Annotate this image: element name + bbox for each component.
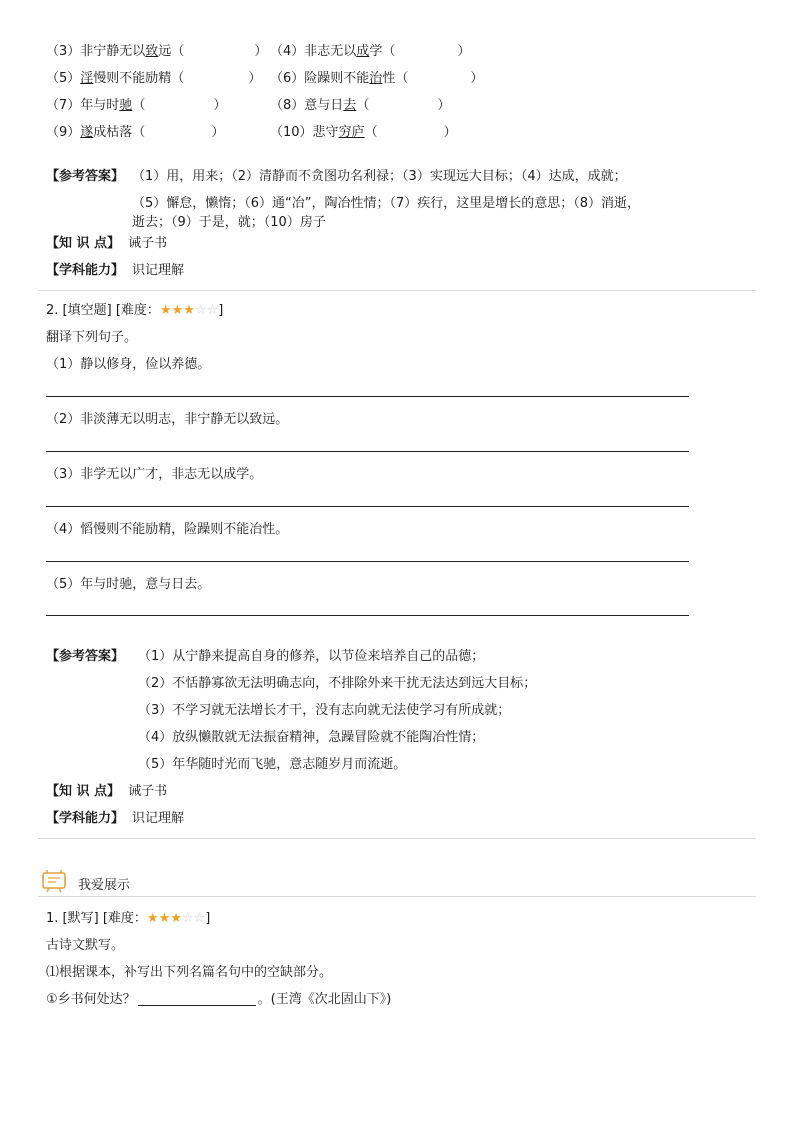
item-text: 学（: [369, 44, 396, 59]
translate-sentence: （3）非学无以广才，非志无以成学。: [46, 467, 263, 482]
item-key: 淫: [80, 71, 94, 86]
item-close: ）: [213, 98, 227, 113]
difficulty-label: [难度：: [102, 911, 147, 926]
question-header: [46, 299, 223, 318]
difficulty-close: ]: [218, 303, 224, 318]
item-close: ）: [211, 125, 225, 140]
item-text: 年与时: [80, 98, 120, 113]
item-text: 成枯落（: [93, 125, 146, 140]
item-text: 悲守: [312, 125, 339, 140]
item-num: （10）: [270, 125, 313, 140]
item-key: 去: [343, 98, 357, 113]
item-num: （3）: [46, 44, 81, 59]
divider: [38, 838, 756, 839]
fill-line: [46, 988, 391, 1007]
question-number: 1.: [46, 911, 59, 926]
answer-line: 逝去；（9）于是，就；（10）房子: [132, 215, 326, 230]
item-close: ）: [470, 71, 484, 86]
ability-value: 识记理解: [132, 263, 185, 278]
question-prompt: 翻译下列句子。: [46, 330, 138, 345]
difficulty-close: ]: [205, 911, 211, 926]
item-text: （: [364, 125, 378, 140]
difficulty-label: [难度：: [115, 303, 160, 318]
vocab-item: [270, 121, 457, 140]
question-type: [默写]: [62, 911, 99, 926]
answer-line-blank[interactable]: [46, 506, 689, 507]
answer-line-blank[interactable]: [46, 396, 689, 397]
item-num: （4）: [270, 44, 305, 59]
answer-line: （5）懈怠，懒惰；（6）通“冶”，陶冶性情；（7）疾行，这里是增长的意思；（8）消逝，: [132, 196, 641, 211]
answer-line: （2）不恬静寡欲无法明确志向，不排除外来干扰无法达到远大目标；: [138, 676, 537, 691]
item-key: 成: [356, 44, 370, 59]
kp-value: 诫子书: [128, 236, 168, 251]
answer-line: （1）从宁静来提高自身的修养，以节俭来培养自己的品德；: [138, 649, 485, 664]
item-close: ）: [457, 44, 471, 59]
answer-line-blank[interactable]: [46, 561, 689, 562]
star-empty-icon: ☆☆: [181, 911, 206, 926]
item-close: ）: [443, 125, 457, 140]
abc-board-icon: [40, 869, 68, 893]
star-filled-icon: ★★★: [146, 911, 182, 926]
item-key: 驰: [119, 98, 133, 113]
vocab-item: [270, 40, 470, 59]
item-num: （6）: [270, 71, 305, 86]
fill-blank-input[interactable]: [138, 991, 256, 1006]
item-key: 穷庐: [338, 125, 365, 140]
answer-label: 【参考答案】: [46, 649, 125, 664]
item-num: （7）: [46, 98, 81, 113]
knowledge-point: [46, 232, 167, 251]
kp-value: 诫子书: [128, 784, 168, 799]
answer-line-blank[interactable]: [46, 451, 689, 452]
kp-label: 【知 识 点】: [46, 236, 121, 251]
vocab-item: [46, 121, 224, 140]
item-close: ）: [248, 71, 262, 86]
star-filled-icon: ★★★: [159, 303, 195, 318]
item-num: （9）: [46, 125, 81, 140]
question-number: 2.: [46, 303, 59, 318]
subject-ability: [46, 259, 184, 278]
difficulty-stars: [147, 911, 205, 926]
vocab-item: [270, 94, 450, 113]
translate-sentence: （1）静以修身，俭以养德。: [46, 357, 211, 372]
vocab-item: [270, 67, 483, 86]
difficulty-stars: [160, 303, 218, 318]
item-key: 治: [369, 71, 383, 86]
section-title: 我爱展示: [78, 878, 131, 893]
kp-label: 【知 识 点】: [46, 784, 121, 799]
fill-suffix: 。(王湾《次北固山下》): [257, 992, 392, 1007]
translate-sentence: （5）年与时驰，意与日去。: [46, 577, 211, 592]
item-key: 遂: [80, 125, 94, 140]
star-empty-icon: ☆☆: [194, 303, 219, 318]
subject-ability: [46, 807, 184, 826]
answer-line: （5）年华随时光而飞驰，意志随岁月而流逝。: [138, 757, 407, 772]
divider: [38, 290, 756, 291]
vocab-item: [46, 94, 226, 113]
item-text: 意与日: [304, 98, 344, 113]
item-text: 险躁则不能: [304, 71, 370, 86]
ability-label: 【学科能力】: [46, 263, 125, 278]
divider: [38, 896, 756, 897]
question-prompt: 古诗文默写。: [46, 938, 125, 953]
item-text: 非宁静无以: [80, 44, 146, 59]
ability-label: 【学科能力】: [46, 811, 125, 826]
answer-line: （4）放纵懒散就无法振奋精神，急躁冒险就不能陶冶性情；: [138, 730, 485, 745]
question-subprompt: ⑴根据课本，补写出下列名篇名句中的空缺部分。: [46, 965, 333, 980]
fill-prefix: ①乡书何处达？: [46, 992, 136, 1007]
item-text: 非志无以: [304, 44, 357, 59]
item-num: （8）: [270, 98, 305, 113]
knowledge-point: [46, 780, 167, 799]
item-text: （: [132, 98, 146, 113]
answer-label: 【参考答案】: [46, 169, 125, 184]
item-num: （5）: [46, 71, 81, 86]
item-text: 远（: [158, 44, 185, 59]
answer-line-blank[interactable]: [46, 615, 689, 616]
ability-value: 识记理解: [132, 811, 185, 826]
item-text: 性（: [382, 71, 409, 86]
answer-line: （3）不学习就无法增长才干，没有志向就无法使学习有所成就；: [138, 703, 511, 718]
vocab-item: [46, 40, 267, 59]
item-text: 慢则不能励精（: [93, 71, 185, 86]
translate-sentence: （2）非淡薄无以明志，非宁静无以致远。: [46, 412, 289, 427]
vocab-item: [46, 67, 261, 86]
answer-line: （1）用，用来；（2）清静而不贪图功名利禄；（3）实现远大目标；（4）达成，成就；: [132, 169, 627, 184]
item-text: （: [356, 98, 370, 113]
item-close: ）: [437, 98, 451, 113]
translate-sentence: （4）慆慢则不能励精，险躁则不能冶性。: [46, 522, 289, 537]
item-key: 致: [145, 44, 159, 59]
question-type: [填空题]: [62, 303, 112, 318]
question-header: [46, 907, 210, 926]
item-close: ）: [254, 44, 268, 59]
